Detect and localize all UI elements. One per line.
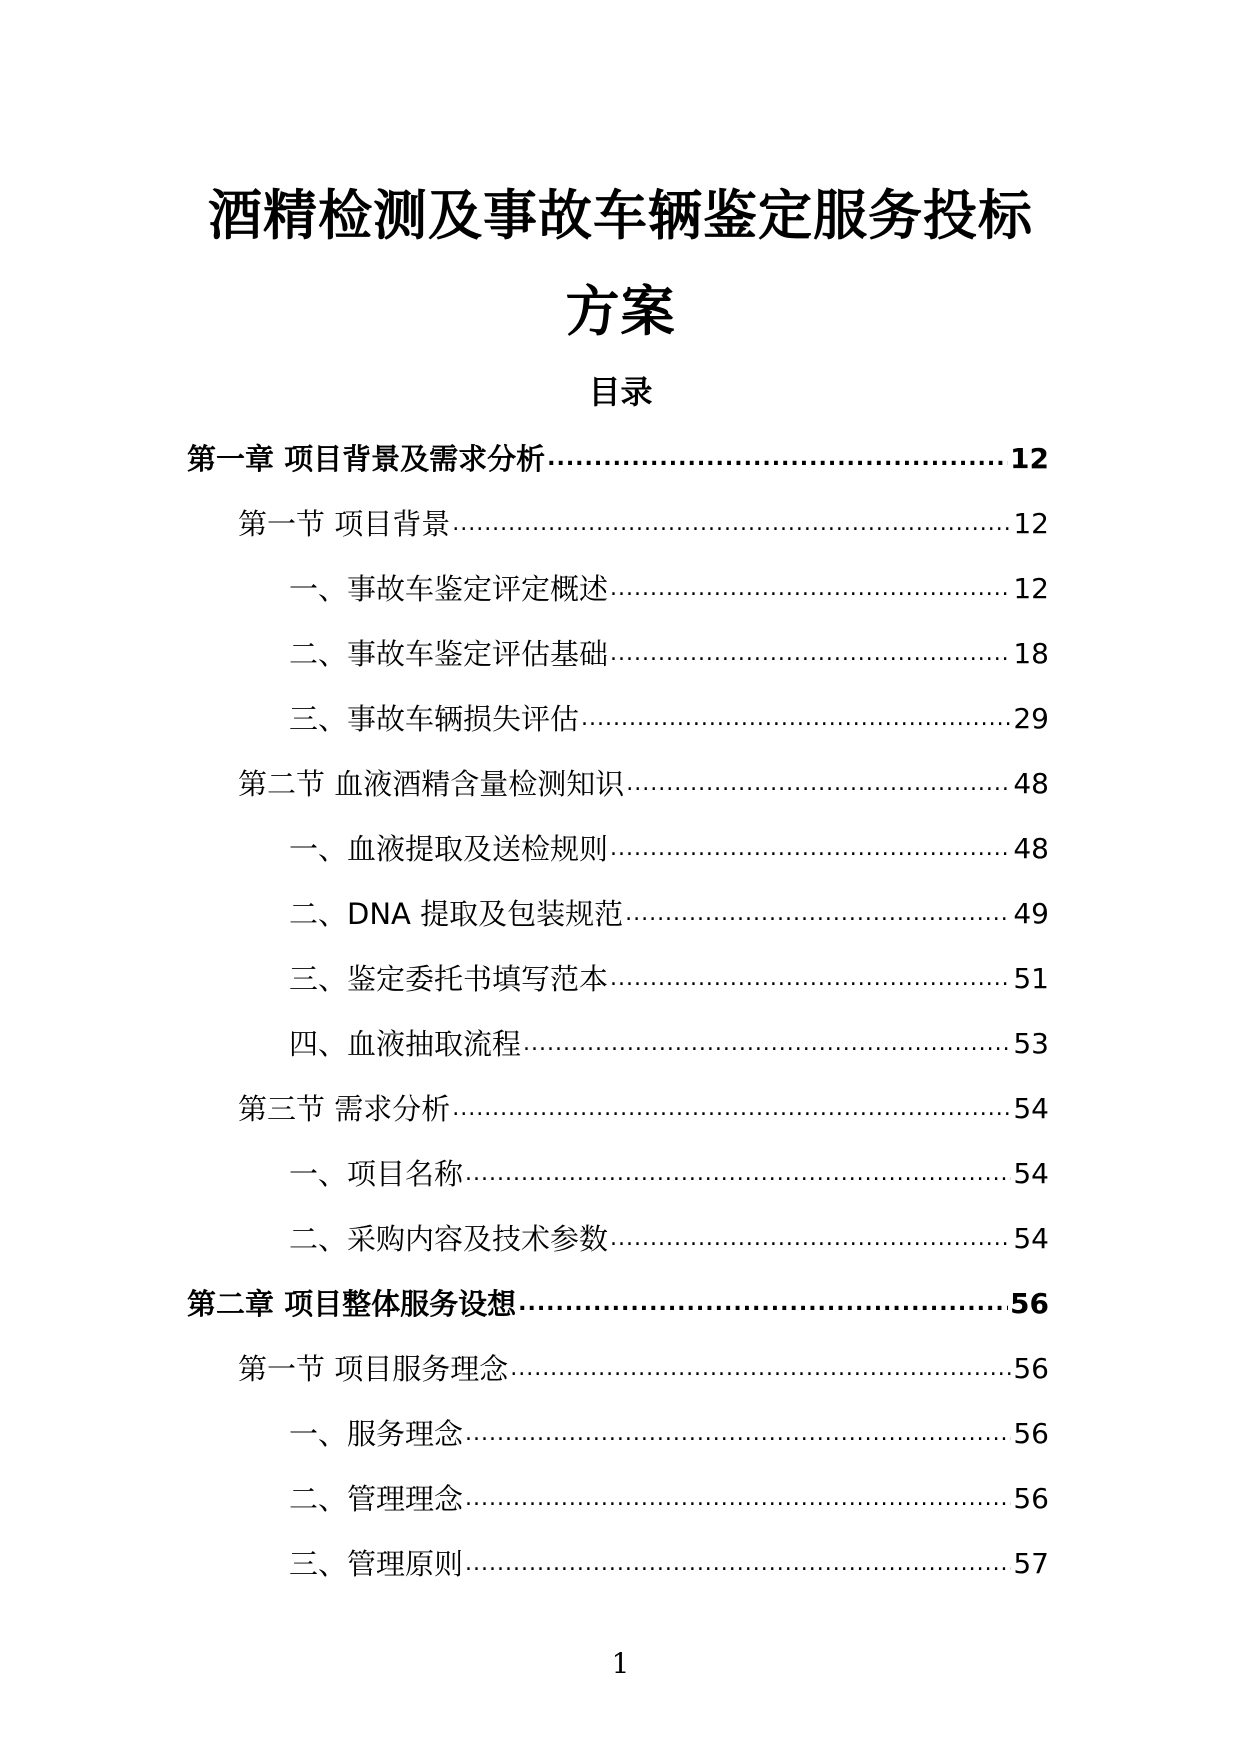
toc-entry-page-number: 53	[1013, 1026, 1049, 1060]
table-of-contents	[0, 426, 1241, 1596]
toc-entry[interactable]	[0, 1141, 1241, 1206]
toc-dot-leader	[510, 1349, 1011, 1401]
toc-entry-title: 一、服务理念	[289, 1416, 464, 1451]
toc-dot-leader	[610, 569, 1011, 621]
toc-entry-title: 第一节 项目服务理念	[238, 1351, 509, 1386]
toc-entry-page-number: 18	[1013, 636, 1049, 670]
toc-dot-leader	[452, 504, 1011, 556]
toc-entry[interactable]	[0, 1011, 1241, 1076]
toc-entry-page-number: 12	[1013, 506, 1049, 540]
toc-entry-page-number: 57	[1013, 1546, 1049, 1580]
toc-entry[interactable]	[0, 1206, 1241, 1271]
toc-entry-page-number: 56	[1010, 1286, 1049, 1320]
toc-entry-title: 一、项目名称	[289, 1156, 464, 1191]
toc-entry-title: 第二章 项目整体服务设想	[187, 1286, 517, 1321]
toc-entry-page-number: 29	[1013, 701, 1049, 735]
toc-entry[interactable]	[0, 1531, 1241, 1596]
toc-entry-title: 一、事故车鉴定评定概述	[289, 571, 609, 606]
toc-entry-page-number: 49	[1013, 896, 1049, 930]
toc-entry-title: 第一节 项目背景	[238, 506, 451, 541]
toc-entry[interactable]	[0, 1076, 1241, 1141]
toc-dot-leader	[581, 699, 1011, 751]
page-number: 1	[611, 1647, 630, 1680]
toc-entry-title: 第三节 需求分析	[238, 1091, 451, 1126]
toc-entry-page-number: 48	[1013, 831, 1049, 865]
toc-dot-leader	[523, 1024, 1011, 1076]
toc-entry[interactable]	[0, 621, 1241, 686]
toc-entry-page-number: 54	[1013, 1091, 1049, 1125]
toc-entry-title: 二、DNA 提取及包装规范	[289, 896, 624, 931]
toc-entry-page-number: 56	[1013, 1481, 1049, 1515]
toc-dot-leader	[610, 1219, 1011, 1271]
toc-entry-page-number: 51	[1013, 961, 1049, 995]
document-title-line-1: 酒精检测及事故车辆鉴定服务投标	[208, 184, 1033, 247]
toc-entry-title: 第一章 项目背景及需求分析	[187, 441, 546, 476]
toc-entry[interactable]	[0, 1271, 1241, 1336]
toc-entry-page-number: 12	[1013, 571, 1049, 605]
toc-entry-title: 一、血液提取及送检规则	[289, 831, 609, 866]
toc-entry[interactable]	[0, 946, 1241, 1011]
toc-entry[interactable]	[0, 426, 1241, 491]
toc-entry-title: 二、管理理念	[289, 1481, 464, 1516]
toc-entry[interactable]	[0, 816, 1241, 881]
toc-entry-page-number: 54	[1013, 1221, 1049, 1255]
toc-entry-title: 三、鉴定委托书填写范本	[289, 961, 609, 996]
toc-entry-page-number: 48	[1013, 766, 1049, 800]
toc-dot-leader	[465, 1414, 1011, 1466]
toc-entry[interactable]	[0, 686, 1241, 751]
toc-entry[interactable]	[0, 1401, 1241, 1466]
toc-entry-title: 二、事故车鉴定评估基础	[289, 636, 609, 671]
toc-dot-leader	[547, 439, 1008, 491]
toc-entry[interactable]	[0, 751, 1241, 816]
toc-dot-leader	[465, 1479, 1011, 1531]
toc-entry-page-number: 54	[1013, 1156, 1049, 1190]
toc-heading: 目录	[588, 373, 653, 411]
toc-entry[interactable]	[0, 491, 1241, 556]
toc-dot-leader	[610, 634, 1011, 686]
toc-entry-title: 二、采购内容及技术参数	[289, 1221, 609, 1256]
toc-entry[interactable]	[0, 881, 1241, 946]
toc-entry[interactable]	[0, 1466, 1241, 1531]
toc-dot-leader	[626, 764, 1011, 816]
toc-dot-leader	[452, 1089, 1011, 1141]
toc-dot-leader	[518, 1284, 1008, 1336]
toc-dot-leader	[610, 829, 1011, 881]
toc-entry[interactable]	[0, 556, 1241, 621]
toc-entry-title: 第二节 血液酒精含量检测知识	[238, 766, 625, 801]
toc-entry[interactable]	[0, 1336, 1241, 1401]
toc-dot-leader	[625, 894, 1011, 946]
toc-entry-title: 三、事故车辆损失评估	[289, 701, 580, 736]
toc-entry-page-number: 12	[1010, 441, 1049, 475]
toc-dot-leader	[465, 1154, 1011, 1206]
toc-dot-leader	[465, 1544, 1011, 1596]
toc-dot-leader	[610, 959, 1011, 1011]
toc-entry-title: 四、血液抽取流程	[289, 1026, 522, 1061]
toc-entry-title: 三、管理原则	[289, 1546, 464, 1581]
document-title-line-2: 方案	[565, 280, 676, 343]
toc-entry-page-number: 56	[1013, 1351, 1049, 1385]
toc-entry-page-number: 56	[1013, 1416, 1049, 1450]
